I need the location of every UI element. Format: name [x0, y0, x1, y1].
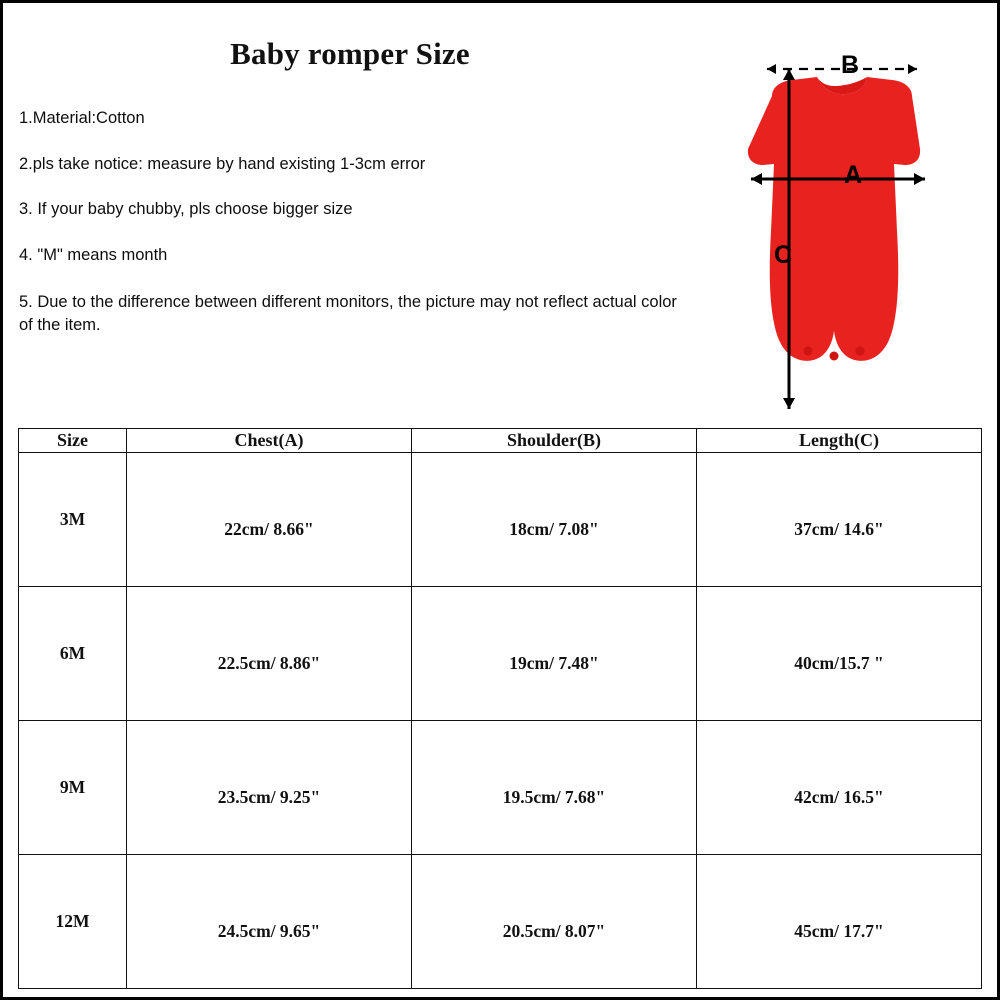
cell-size: 3M [19, 453, 127, 587]
arrow-head [783, 69, 795, 80]
page-title: Baby romper Size [230, 36, 470, 71]
table-row [19, 855, 982, 989]
table-row [19, 721, 982, 855]
cell-shoulder: 19cm/ 7.48" [412, 587, 697, 721]
cell-chest: 24.5cm/ 9.65" [127, 855, 412, 989]
header-chest: Chest(A) [127, 429, 412, 453]
snap-button [830, 352, 839, 361]
cell-shoulder: 20.5cm/ 8.07" [412, 855, 697, 989]
table-row [19, 453, 982, 587]
cell-length: 42cm/ 16.5" [697, 721, 982, 855]
arrow-head [751, 173, 762, 185]
info-section [3, 3, 997, 428]
table-row [19, 587, 982, 721]
header-shoulder: Shoulder(B) [412, 429, 697, 453]
cell-length: 37cm/ 14.6" [697, 453, 982, 587]
arrow-head [783, 398, 795, 409]
note-item: 2.pls take notice: measure by hand existing 1-3cm error [19, 154, 426, 173]
cell-shoulder: 18cm/ 7.08" [412, 453, 697, 587]
cell-size: 9M [19, 721, 127, 855]
romper-icon [689, 51, 989, 421]
cell-shoulder: 19.5cm/ 7.68" [412, 721, 697, 855]
note-item: 5. Due to the difference between different monitors, the picture may not reflect actual color of the item. [19, 292, 677, 335]
label-shoulder-b: B [841, 51, 860, 79]
note-item: 1.Material:Cotton [19, 109, 145, 127]
note-item: 3. If your baby chubby, pls choose bigger size [19, 200, 353, 219]
arrow-head [908, 64, 917, 74]
notes-list [19, 108, 679, 338]
arrow-head [767, 64, 776, 74]
snap-button [804, 347, 813, 356]
cell-chest: 22cm/ 8.66" [127, 453, 412, 587]
table-header-row [19, 429, 982, 453]
size-table [18, 428, 982, 989]
label-length-c: C [774, 241, 793, 269]
cell-size: 6M [19, 587, 127, 721]
cell-length: 40cm/15.7 " [697, 587, 982, 721]
note-item: 4. "M" means month [19, 245, 168, 264]
cell-chest: 23.5cm/ 9.25" [127, 721, 412, 855]
header-length: Length(C) [697, 429, 982, 453]
label-chest-a: A [844, 161, 863, 189]
romper-illustration [689, 51, 989, 421]
cell-size: 12M [19, 855, 127, 989]
romper-body [748, 77, 920, 361]
arrow-head [914, 173, 925, 185]
header-size: Size [19, 429, 127, 453]
snap-button [856, 347, 865, 356]
cell-length: 45cm/ 17.7" [697, 855, 982, 989]
cell-chest: 22.5cm/ 8.86" [127, 587, 412, 721]
